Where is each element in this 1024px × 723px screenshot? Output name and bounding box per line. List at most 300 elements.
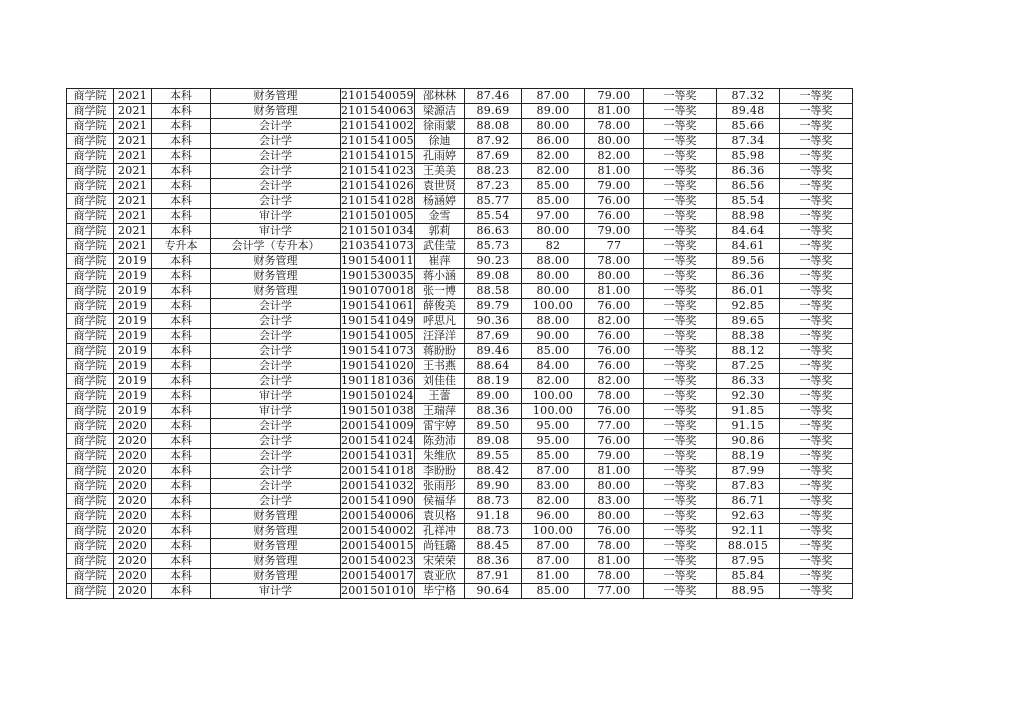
student-id-cell: 1901541049 (341, 314, 414, 327)
grade-cell: 2021 (114, 134, 152, 149)
student-id-cell: 2103541073 (341, 239, 414, 252)
table-row (67, 104, 853, 119)
major-cell: 会计学 (211, 314, 341, 329)
major-cell: 会计学 (211, 344, 341, 359)
score-c-cell: 78.00 (585, 119, 644, 134)
name-cell: 王美美 (415, 164, 465, 179)
major-cell: 会计学 (211, 464, 341, 479)
score-a-cell: 90.23 (465, 254, 522, 269)
score-b-cell: 96.00 (522, 509, 585, 524)
name-cell: 蒋小涵 (415, 269, 465, 284)
award-final-cell: 一等奖 (780, 179, 853, 194)
level-cell: 本科 (152, 554, 211, 569)
award-final-cell: 一等奖 (780, 524, 853, 539)
major-cell: 财务管理 (211, 524, 341, 539)
grade-cell: 2021 (114, 209, 152, 224)
total-score-cell: 85.66 (717, 119, 780, 134)
major-cell: 会计学 (211, 494, 341, 509)
total-score-cell: 87.83 (717, 479, 780, 494)
total-score-cell: 90.86 (717, 434, 780, 449)
level-cell: 本科 (152, 449, 211, 464)
level-cell: 本科 (152, 299, 211, 314)
name-cell: 毕宁格 (415, 584, 465, 599)
score-b-cell: 82 (522, 239, 585, 254)
college-cell: 商学院 (67, 554, 114, 569)
student-id-cell: 2001540017 (341, 569, 414, 582)
score-c-cell: 77.00 (585, 419, 644, 434)
score-a-cell: 88.42 (465, 464, 522, 479)
college-cell: 商学院 (67, 254, 114, 269)
award-final-cell: 一等奖 (780, 374, 853, 389)
major-cell: 财务管理 (211, 269, 341, 284)
college-cell: 商学院 (67, 284, 114, 299)
total-score-cell: 86.36 (717, 164, 780, 179)
grade-cell: 2020 (114, 569, 152, 584)
college-cell: 商学院 (67, 569, 114, 584)
score-c-cell: 79.00 (585, 179, 644, 194)
award-final-cell: 一等奖 (780, 419, 853, 434)
name-cell: 郭莉 (415, 224, 465, 239)
score-a-cell: 90.36 (465, 314, 522, 329)
score-b-cell: 90.00 (522, 329, 585, 344)
total-score-cell: 89.65 (717, 314, 780, 329)
grade-cell: 2020 (114, 419, 152, 434)
student-id-cell: 2101541002 (341, 119, 414, 132)
award-a-cell: 一等奖 (644, 224, 717, 239)
award-a-cell: 一等奖 (644, 584, 717, 599)
name-cell: 张一博 (415, 284, 465, 299)
student-id-cell: 2001541024 (341, 434, 414, 447)
total-score-cell: 91.85 (717, 404, 780, 419)
total-score-cell: 92.85 (717, 299, 780, 314)
major-cell: 会计学 (211, 449, 341, 464)
table-row (67, 374, 853, 389)
score-a-cell: 85.77 (465, 194, 522, 209)
score-c-cell: 77 (585, 239, 644, 254)
level-cell: 本科 (152, 89, 211, 104)
award-final-cell: 一等奖 (780, 89, 853, 104)
grade-cell: 2019 (114, 359, 152, 374)
score-a-cell: 88.23 (465, 164, 522, 179)
award-a-cell: 一等奖 (644, 269, 717, 284)
table-row (67, 419, 853, 434)
major-cell: 财务管理 (211, 104, 341, 119)
table-row (67, 509, 853, 524)
score-c-cell: 78.00 (585, 569, 644, 584)
award-final-cell: 一等奖 (780, 164, 853, 179)
score-a-cell: 88.36 (465, 404, 522, 419)
level-cell: 本科 (152, 344, 211, 359)
major-cell: 审计学 (211, 584, 341, 599)
award-final-cell: 一等奖 (780, 299, 853, 314)
award-a-cell: 一等奖 (644, 239, 717, 254)
score-c-cell: 78.00 (585, 389, 644, 404)
college-cell: 商学院 (67, 119, 114, 134)
college-cell: 商学院 (67, 224, 114, 239)
score-b-cell: 87.00 (522, 89, 585, 104)
level-cell: 本科 (152, 284, 211, 299)
name-cell: 崔萍 (415, 254, 465, 269)
level-cell: 本科 (152, 254, 211, 269)
score-a-cell: 87.46 (465, 89, 522, 104)
student-id-cell: 2001501010 (341, 584, 414, 597)
name-cell: 汪泽洋 (415, 329, 465, 344)
level-cell: 本科 (152, 374, 211, 389)
student-id-cell: 2101540059 (341, 89, 414, 102)
name-cell: 刘佳佳 (415, 374, 465, 389)
score-c-cell: 81.00 (585, 554, 644, 569)
name-cell: 孔祥冲 (415, 524, 465, 539)
score-b-cell: 97.00 (522, 209, 585, 224)
grade-cell: 2020 (114, 539, 152, 554)
award-a-cell: 一等奖 (644, 149, 717, 164)
grade-cell: 2019 (114, 404, 152, 419)
student-id-cell: 2101541023 (341, 164, 414, 177)
score-a-cell: 89.90 (465, 479, 522, 494)
award-final-cell: 一等奖 (780, 224, 853, 239)
major-cell: 审计学 (211, 404, 341, 419)
student-id-cell: 2001541018 (341, 464, 414, 477)
award-a-cell: 一等奖 (644, 509, 717, 524)
score-b-cell: 88.00 (522, 314, 585, 329)
college-cell: 商学院 (67, 449, 114, 464)
table-row (67, 284, 853, 299)
award-a-cell: 一等奖 (644, 479, 717, 494)
score-c-cell: 80.00 (585, 134, 644, 149)
award-a-cell: 一等奖 (644, 494, 717, 509)
score-b-cell: 87.00 (522, 539, 585, 554)
total-score-cell: 84.61 (717, 239, 780, 254)
college-cell: 商学院 (67, 314, 114, 329)
score-a-cell: 89.08 (465, 434, 522, 449)
major-cell: 会计学 (211, 434, 341, 449)
student-id-cell: 1901070018 (341, 284, 414, 297)
score-a-cell: 85.73 (465, 239, 522, 254)
total-score-cell: 87.95 (717, 554, 780, 569)
award-a-cell: 一等奖 (644, 179, 717, 194)
college-cell: 商学院 (67, 434, 114, 449)
score-c-cell: 82.00 (585, 374, 644, 389)
level-cell: 本科 (152, 404, 211, 419)
score-b-cell: 100.00 (522, 524, 585, 539)
score-b-cell: 85.00 (522, 449, 585, 464)
award-table-body (67, 89, 853, 599)
table-row (67, 269, 853, 284)
table-row (67, 479, 853, 494)
grade-cell: 2021 (114, 164, 152, 179)
level-cell: 本科 (152, 569, 211, 584)
score-c-cell: 81.00 (585, 164, 644, 179)
level-cell: 本科 (152, 149, 211, 164)
score-b-cell: 95.00 (522, 419, 585, 434)
name-cell: 孔雨婷 (415, 149, 465, 164)
college-cell: 商学院 (67, 134, 114, 149)
student-id-cell: 2101541015 (341, 149, 414, 162)
total-score-cell: 88.95 (717, 584, 780, 599)
college-cell: 商学院 (67, 89, 114, 104)
score-a-cell: 85.54 (465, 209, 522, 224)
score-b-cell: 80.00 (522, 269, 585, 284)
grade-cell: 2019 (114, 389, 152, 404)
total-score-cell: 85.98 (717, 149, 780, 164)
major-cell: 审计学 (211, 209, 341, 224)
award-final-cell: 一等奖 (780, 554, 853, 569)
score-a-cell: 89.69 (465, 104, 522, 119)
table-row (67, 194, 853, 209)
college-cell: 商学院 (67, 344, 114, 359)
score-b-cell: 87.00 (522, 554, 585, 569)
award-a-cell: 一等奖 (644, 119, 717, 134)
level-cell: 本科 (152, 524, 211, 539)
name-cell: 邵林林 (415, 89, 465, 104)
college-cell: 商学院 (67, 179, 114, 194)
score-c-cell: 81.00 (585, 104, 644, 119)
total-score-cell: 84.64 (717, 224, 780, 239)
award-final-cell: 一等奖 (780, 329, 853, 344)
level-cell: 本科 (152, 494, 211, 509)
award-final-cell: 一等奖 (780, 284, 853, 299)
student-id-cell: 2001541032 (341, 479, 414, 492)
total-score-cell: 86.33 (717, 374, 780, 389)
student-id-cell: 2101540063 (341, 104, 414, 117)
college-cell: 商学院 (67, 509, 114, 524)
score-b-cell: 100.00 (522, 299, 585, 314)
score-c-cell: 78.00 (585, 539, 644, 554)
award-final-cell: 一等奖 (780, 344, 853, 359)
major-cell: 会计学 (211, 419, 341, 434)
total-score-cell: 92.11 (717, 524, 780, 539)
grade-cell: 2020 (114, 449, 152, 464)
college-cell: 商学院 (67, 494, 114, 509)
grade-cell: 2020 (114, 434, 152, 449)
award-final-cell: 一等奖 (780, 584, 853, 599)
major-cell: 财务管理 (211, 554, 341, 569)
award-a-cell: 一等奖 (644, 569, 717, 584)
major-cell: 财务管理 (211, 89, 341, 104)
total-score-cell: 85.54 (717, 194, 780, 209)
award-a-cell: 一等奖 (644, 389, 717, 404)
major-cell: 会计学（专升本） (211, 239, 341, 254)
level-cell: 本科 (152, 164, 211, 179)
table-row (67, 494, 853, 509)
level-cell: 本科 (152, 269, 211, 284)
score-c-cell: 76.00 (585, 209, 644, 224)
award-final-cell: 一等奖 (780, 209, 853, 224)
name-cell: 雷宇婷 (415, 419, 465, 434)
table-row (67, 239, 853, 254)
name-cell: 薛俊美 (415, 299, 465, 314)
grade-cell: 2021 (114, 194, 152, 209)
score-c-cell: 76.00 (585, 434, 644, 449)
major-cell: 会计学 (211, 134, 341, 149)
name-cell: 袁贝格 (415, 509, 465, 524)
level-cell: 专升本 (152, 239, 211, 254)
score-b-cell: 82.00 (522, 164, 585, 179)
level-cell: 本科 (152, 434, 211, 449)
award-final-cell: 一等奖 (780, 479, 853, 494)
score-b-cell: 95.00 (522, 434, 585, 449)
level-cell: 本科 (152, 329, 211, 344)
score-b-cell: 82.00 (522, 149, 585, 164)
name-cell: 徐雨蒙 (415, 119, 465, 134)
score-c-cell: 76.00 (585, 524, 644, 539)
award-a-cell: 一等奖 (644, 89, 717, 104)
level-cell: 本科 (152, 389, 211, 404)
student-id-cell: 2101541028 (341, 194, 414, 207)
total-score-cell: 92.30 (717, 389, 780, 404)
score-a-cell: 89.00 (465, 389, 522, 404)
major-cell: 会计学 (211, 329, 341, 344)
student-id-cell: 2001540023 (341, 554, 414, 567)
name-cell: 尚钰璐 (415, 539, 465, 554)
level-cell: 本科 (152, 314, 211, 329)
grade-cell: 2021 (114, 239, 152, 254)
student-id-cell: 1901541073 (341, 344, 414, 357)
major-cell: 会计学 (211, 179, 341, 194)
major-cell: 会计学 (211, 164, 341, 179)
table-row (67, 389, 853, 404)
table-row (67, 584, 853, 599)
score-b-cell: 100.00 (522, 404, 585, 419)
score-a-cell: 91.18 (465, 509, 522, 524)
score-c-cell: 76.00 (585, 329, 644, 344)
award-final-cell: 一等奖 (780, 539, 853, 554)
college-cell: 商学院 (67, 464, 114, 479)
score-b-cell: 87.00 (522, 464, 585, 479)
score-b-cell: 82.00 (522, 374, 585, 389)
college-cell: 商学院 (67, 419, 114, 434)
award-table (66, 88, 853, 599)
award-a-cell: 一等奖 (644, 344, 717, 359)
college-cell: 商学院 (67, 299, 114, 314)
score-c-cell: 80.00 (585, 479, 644, 494)
total-score-cell: 89.56 (717, 254, 780, 269)
total-score-cell: 88.38 (717, 329, 780, 344)
score-c-cell: 76.00 (585, 194, 644, 209)
level-cell: 本科 (152, 209, 211, 224)
total-score-cell: 88.015 (717, 539, 780, 554)
award-final-cell: 一等奖 (780, 314, 853, 329)
score-b-cell: 84.00 (522, 359, 585, 374)
grade-cell: 2021 (114, 149, 152, 164)
student-id-cell: 1901501024 (341, 389, 414, 402)
score-a-cell: 88.19 (465, 374, 522, 389)
name-cell: 李盼盼 (415, 464, 465, 479)
student-id-cell: 2001540015 (341, 539, 414, 552)
award-final-cell: 一等奖 (780, 134, 853, 149)
level-cell: 本科 (152, 479, 211, 494)
grade-cell: 2020 (114, 554, 152, 569)
grade-cell: 2020 (114, 464, 152, 479)
name-cell: 袁亚欣 (415, 569, 465, 584)
table-row (67, 554, 853, 569)
award-a-cell: 一等奖 (644, 209, 717, 224)
score-c-cell: 76.00 (585, 359, 644, 374)
name-cell: 金雪 (415, 209, 465, 224)
score-c-cell: 81.00 (585, 284, 644, 299)
score-a-cell: 86.63 (465, 224, 522, 239)
college-cell: 商学院 (67, 239, 114, 254)
college-cell: 商学院 (67, 404, 114, 419)
score-c-cell: 82.00 (585, 314, 644, 329)
student-id-cell: 1901181036 (341, 374, 414, 387)
award-a-cell: 一等奖 (644, 539, 717, 554)
award-a-cell: 一等奖 (644, 104, 717, 119)
table-row (67, 179, 853, 194)
score-a-cell: 90.64 (465, 584, 522, 599)
table-row (67, 434, 853, 449)
table-row (67, 404, 853, 419)
score-c-cell: 79.00 (585, 89, 644, 104)
award-final-cell: 一等奖 (780, 509, 853, 524)
table-row (67, 119, 853, 134)
college-cell: 商学院 (67, 194, 114, 209)
name-cell: 张雨彤 (415, 479, 465, 494)
score-b-cell: 85.00 (522, 194, 585, 209)
table-row (67, 209, 853, 224)
score-b-cell: 89.00 (522, 104, 585, 119)
level-cell: 本科 (152, 539, 211, 554)
table-row (67, 89, 853, 104)
score-b-cell: 80.00 (522, 119, 585, 134)
score-a-cell: 89.46 (465, 344, 522, 359)
award-final-cell: 一等奖 (780, 464, 853, 479)
score-b-cell: 85.00 (522, 344, 585, 359)
score-a-cell: 88.36 (465, 554, 522, 569)
name-cell: 袁世贤 (415, 179, 465, 194)
award-a-cell: 一等奖 (644, 464, 717, 479)
score-c-cell: 76.00 (585, 344, 644, 359)
award-final-cell: 一等奖 (780, 269, 853, 284)
award-final-cell: 一等奖 (780, 149, 853, 164)
award-a-cell: 一等奖 (644, 524, 717, 539)
major-cell: 审计学 (211, 224, 341, 239)
award-final-cell: 一等奖 (780, 569, 853, 584)
student-id-cell: 1901540011 (341, 254, 414, 267)
major-cell: 会计学 (211, 374, 341, 389)
score-a-cell: 87.91 (465, 569, 522, 584)
total-score-cell: 91.15 (717, 419, 780, 434)
table-row (67, 254, 853, 269)
table-row (67, 359, 853, 374)
award-a-cell: 一等奖 (644, 284, 717, 299)
score-b-cell: 100.00 (522, 389, 585, 404)
grade-cell: 2019 (114, 344, 152, 359)
student-id-cell: 1901501038 (341, 404, 414, 417)
award-a-cell: 一等奖 (644, 314, 717, 329)
award-a-cell: 一等奖 (644, 404, 717, 419)
student-id-cell: 1901541061 (341, 299, 414, 312)
award-final-cell: 一等奖 (780, 194, 853, 209)
grade-cell: 2021 (114, 224, 152, 239)
major-cell: 审计学 (211, 389, 341, 404)
college-cell: 商学院 (67, 479, 114, 494)
award-final-cell: 一等奖 (780, 494, 853, 509)
grade-cell: 2019 (114, 269, 152, 284)
score-c-cell: 79.00 (585, 224, 644, 239)
name-cell: 王书燕 (415, 359, 465, 374)
award-final-cell: 一等奖 (780, 449, 853, 464)
major-cell: 会计学 (211, 194, 341, 209)
score-c-cell: 78.00 (585, 254, 644, 269)
major-cell: 财务管理 (211, 539, 341, 554)
award-final-cell: 一等奖 (780, 359, 853, 374)
award-final-cell: 一等奖 (780, 104, 853, 119)
college-cell: 商学院 (67, 524, 114, 539)
major-cell: 会计学 (211, 479, 341, 494)
student-id-cell: 2001541009 (341, 419, 414, 432)
grade-cell: 2021 (114, 179, 152, 194)
